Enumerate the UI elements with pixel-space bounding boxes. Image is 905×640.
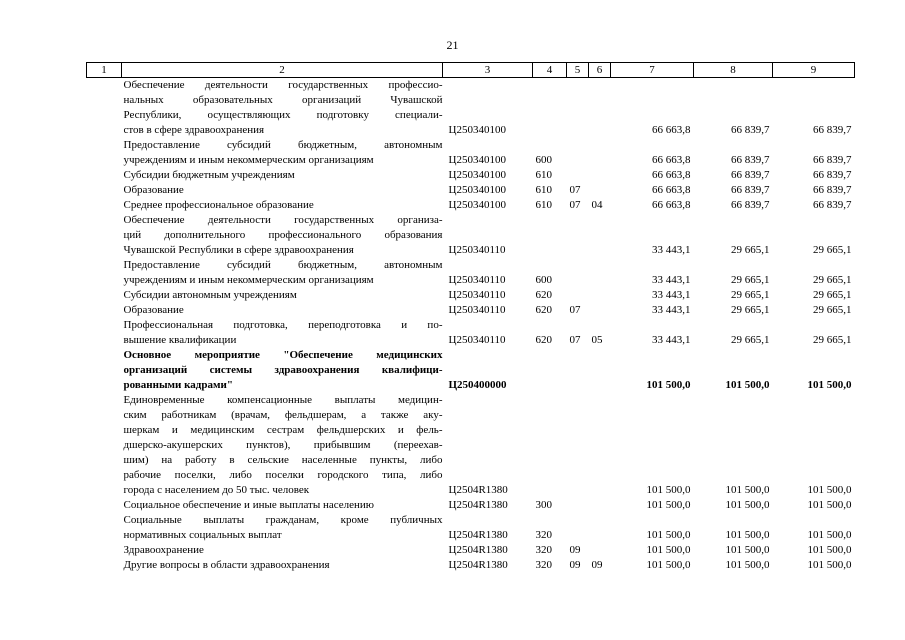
- cell-number: [87, 318, 122, 348]
- cell-target-article: Ц250340110: [448, 304, 506, 316]
- table-row: [87, 288, 855, 303]
- cell-amount-col9: 101 500,0: [807, 484, 852, 496]
- cell-number: [87, 213, 122, 258]
- cell-amount-col8: 101 500,0: [725, 484, 770, 496]
- cell-name-line: Единовременные компенсационные выплаты медицин-: [123, 394, 443, 406]
- cell-name-line: Основное мероприятие "Обеспечение медицинских: [123, 349, 443, 361]
- table-row: [87, 348, 855, 393]
- cell-name-line: Образование: [123, 304, 184, 316]
- cell-amount-col8: 29 665,1: [731, 304, 770, 316]
- cell-target-article: Ц250340110: [448, 274, 506, 286]
- cell-subsection: [589, 258, 611, 288]
- cell-subsection: [589, 543, 611, 558]
- cell-target-article: Ц2504R1380: [448, 484, 508, 496]
- table-row: [87, 168, 855, 183]
- cell-target-article: Ц250340100: [448, 184, 506, 196]
- table-row: [87, 303, 855, 318]
- cell-number: [87, 198, 122, 213]
- cell-name-line: Здравоохранение: [123, 544, 204, 556]
- cell-amount-col9: 29 665,1: [813, 274, 852, 286]
- cell-expense-type: 300: [535, 499, 552, 511]
- cell-name: [122, 558, 443, 573]
- cell-name: [122, 198, 443, 213]
- table-row: [87, 393, 855, 498]
- table-row: [87, 318, 855, 348]
- cell-name-line: ским работникам (врачам, фельдшерам, а также аку-: [123, 409, 443, 421]
- table-row: [87, 543, 855, 558]
- cell-subsection: [589, 183, 611, 198]
- header-cell-2: 2: [122, 63, 443, 78]
- cell-name: [122, 183, 443, 198]
- cell-amount-col7: 101 500,0: [646, 529, 691, 541]
- cell-expense-type: 320: [535, 559, 552, 571]
- cell-target-article: Ц250340100: [448, 124, 506, 136]
- cell-number: [87, 78, 122, 139]
- cell-name-line: города с населением до 50 тыс. человек: [123, 484, 310, 496]
- header-cell-8: 8: [694, 63, 773, 78]
- cell-amount-col7: 101 500,0: [646, 484, 691, 496]
- table-row: [87, 78, 855, 139]
- cell-name: [122, 348, 443, 393]
- cell-expense-type: 600: [535, 274, 552, 286]
- cell-amount-col7: 66 663,8: [652, 154, 691, 166]
- cell-section: [567, 258, 589, 288]
- cell-subsection: 04: [591, 199, 603, 211]
- cell-subsection: [589, 78, 611, 139]
- cell-name-line: рабочие поселки, либо поселки городского типа, либо: [123, 469, 443, 481]
- cell-amount-col8: 29 665,1: [731, 334, 770, 346]
- cell-amount-col9: 66 839,7: [813, 124, 852, 136]
- cell-number: [87, 348, 122, 393]
- cell-amount-col8: 66 839,7: [731, 199, 770, 211]
- cell-number: [87, 288, 122, 303]
- cell-target-article: Ц2504R1380: [448, 559, 508, 571]
- cell-name-line: шим) на работу в сельские населенные пункты, либо: [123, 454, 443, 466]
- cell-amount-col8: 101 500,0: [725, 544, 770, 556]
- cell-name: [122, 393, 443, 498]
- cell-subsection: [589, 513, 611, 543]
- cell-name-line: стов в сфере здравоохранения: [123, 124, 265, 136]
- cell-amount-col9: 66 839,7: [813, 154, 852, 166]
- cell-amount-col8: 101 500,0: [725, 559, 770, 571]
- cell-section: 09: [569, 544, 581, 556]
- cell-name: [122, 213, 443, 258]
- cell-name-line: Другие вопросы в области здравоохранения: [123, 559, 330, 571]
- header-cell-1: 1: [87, 63, 122, 78]
- cell-name-line: Предоставление субсидий бюджетным, автономным: [123, 139, 443, 151]
- budget-table: [86, 62, 855, 573]
- cell-amount-col9: 29 665,1: [813, 304, 852, 316]
- cell-amount-col9: 66 839,7: [813, 169, 852, 181]
- cell-expense-type: 610: [535, 184, 552, 196]
- cell-amount-col9: 101 500,0: [807, 379, 852, 391]
- cell-section: [567, 138, 589, 168]
- table-row: [87, 498, 855, 513]
- cell-amount-col7: 33 443,1: [652, 334, 691, 346]
- cell-amount-col7: 101 500,0: [646, 544, 691, 556]
- cell-name-line: Республики, осуществляющих подготовку специали-: [123, 109, 443, 121]
- cell-subsection: [589, 498, 611, 513]
- cell-amount-col7: 33 443,1: [652, 289, 691, 301]
- header-cell-9: 9: [773, 63, 855, 78]
- cell-section: [567, 288, 589, 303]
- cell-name-line: Субсидии автономным учреждениям: [123, 289, 297, 301]
- table-header: [87, 63, 855, 78]
- cell-amount-col9: 101 500,0: [807, 544, 852, 556]
- cell-expense-type: 320: [535, 529, 552, 541]
- cell-amount-col9: 29 665,1: [813, 244, 852, 256]
- cell-expense-type: 620: [535, 334, 552, 346]
- cell-amount-col7: 66 663,8: [652, 169, 691, 181]
- cell-name-line: нормативных социальных выплат: [123, 529, 282, 541]
- cell-expense-type: 320: [535, 544, 552, 556]
- header-cell-3: 3: [443, 63, 533, 78]
- cell-number: [87, 498, 122, 513]
- cell-target-article: Ц2504R1380: [448, 544, 508, 556]
- cell-number: [87, 138, 122, 168]
- cell-amount-col9: 101 500,0: [807, 559, 852, 571]
- cell-name: [122, 258, 443, 288]
- cell-amount-col7: 101 500,0: [646, 499, 691, 511]
- cell-name: [122, 78, 443, 139]
- cell-name-line: Социальные выплаты гражданам, кроме публичных: [123, 514, 443, 526]
- cell-subsection: [589, 288, 611, 303]
- cell-amount-col9: 29 665,1: [813, 289, 852, 301]
- cell-name: [122, 138, 443, 168]
- cell-name-line: Обеспечение деятельности государственных профессио-: [123, 79, 443, 91]
- cell-section: 07: [569, 304, 581, 316]
- cell-subsection: [589, 303, 611, 318]
- cell-target-article: Ц2504R1380: [448, 529, 508, 541]
- cell-subsection: 09: [591, 559, 603, 571]
- header-cell-6: 6: [589, 63, 611, 78]
- cell-number: [87, 183, 122, 198]
- cell-number: [87, 303, 122, 318]
- cell-number: [87, 168, 122, 183]
- cell-name-line: ций дополнительного профессионального образования: [123, 229, 443, 241]
- cell-subsection: [589, 168, 611, 183]
- cell-name-line: Обеспечение деятельности государственных организа-: [123, 214, 443, 226]
- cell-amount-col7: 101 500,0: [646, 379, 691, 391]
- cell-expense-type: [533, 213, 567, 258]
- cell-section: 09: [569, 559, 581, 571]
- cell-section: 07: [569, 199, 581, 211]
- cell-target-article: Ц250400000: [448, 379, 507, 391]
- cell-name: [122, 168, 443, 183]
- cell-subsection: [589, 138, 611, 168]
- cell-name-line: организаций системы здравоохранения квалифици-: [123, 364, 443, 376]
- cell-amount-col9: 66 839,7: [813, 199, 852, 211]
- cell-section: [567, 213, 589, 258]
- cell-number: [87, 543, 122, 558]
- cell-amount-col7: 33 443,1: [652, 244, 691, 256]
- cell-amount-col8: 29 665,1: [731, 274, 770, 286]
- header-cell-4: 4: [533, 63, 567, 78]
- cell-name-line: рованными кадрами": [123, 379, 233, 391]
- header-cell-7: 7: [611, 63, 694, 78]
- cell-target-article: Ц250340100: [448, 169, 506, 181]
- cell-name: [122, 513, 443, 543]
- cell-amount-col9: 101 500,0: [807, 529, 852, 541]
- cell-section: [567, 513, 589, 543]
- cell-section: [567, 348, 589, 393]
- cell-amount-col8: 101 500,0: [725, 499, 770, 511]
- cell-amount-col9: 29 665,1: [813, 334, 852, 346]
- cell-amount-col8: 66 839,7: [731, 154, 770, 166]
- cell-amount-col8: 29 665,1: [731, 244, 770, 256]
- cell-section: [567, 168, 589, 183]
- cell-name-line: дшерско-акушерских пунктов), прибывшим (переехав-: [123, 439, 443, 451]
- cell-section: [567, 78, 589, 139]
- table-row: [87, 513, 855, 543]
- cell-section: [567, 498, 589, 513]
- cell-subsection: 05: [591, 334, 603, 346]
- cell-amount-col7: 66 663,8: [652, 199, 691, 211]
- page-number: 21: [446, 38, 459, 52]
- table-row: [87, 213, 855, 258]
- table-row: [87, 258, 855, 288]
- cell-expense-type: 600: [535, 154, 552, 166]
- cell-target-article: Ц250340110: [448, 289, 506, 301]
- cell-expense-type: 620: [535, 289, 552, 301]
- cell-name: [122, 303, 443, 318]
- header-cell-5: 5: [567, 63, 589, 78]
- cell-amount-col7: 66 663,8: [652, 184, 691, 196]
- cell-name-line: Предоставление субсидий бюджетным, автономным: [123, 259, 443, 271]
- table-row: [87, 558, 855, 573]
- cell-name: [122, 288, 443, 303]
- cell-name-line: шеркам и медицинским сестрам фельдшерских и фель-: [123, 424, 443, 436]
- cell-amount-col8: 101 500,0: [725, 379, 770, 391]
- cell-amount-col7: 101 500,0: [646, 559, 691, 571]
- cell-expense-type: [533, 348, 567, 393]
- header-row: [87, 63, 855, 78]
- cell-expense-type: [533, 78, 567, 139]
- cell-name: [122, 498, 443, 513]
- cell-target-article: Ц250340100: [448, 154, 506, 166]
- cell-amount-col7: 33 443,1: [652, 274, 691, 286]
- cell-name-line: Среднее профессиональное образование: [123, 199, 314, 211]
- cell-expense-type: 610: [535, 169, 552, 181]
- cell-section: 07: [569, 184, 581, 196]
- cell-number: [87, 393, 122, 498]
- table-row: [87, 138, 855, 168]
- cell-section: 07: [569, 334, 581, 346]
- cell-name: [122, 543, 443, 558]
- cell-amount-col8: 29 665,1: [731, 289, 770, 301]
- cell-target-article: Ц250340100: [448, 199, 506, 211]
- cell-amount-col8: 66 839,7: [731, 184, 770, 196]
- cell-amount-col8: 66 839,7: [731, 124, 770, 136]
- cell-name-line: Образование: [123, 184, 184, 196]
- cell-number: [87, 513, 122, 543]
- cell-subsection: [589, 213, 611, 258]
- cell-subsection: [589, 348, 611, 393]
- cell-target-article: Ц250340110: [448, 334, 506, 346]
- cell-amount-col8: 101 500,0: [725, 529, 770, 541]
- cell-name-line: учреждениям и иным некоммерческим организациям: [123, 154, 374, 166]
- cell-expense-type: 620: [535, 304, 552, 316]
- cell-section: [567, 393, 589, 498]
- cell-name-line: Чувашской Республики в сфере здравоохранения: [123, 244, 354, 256]
- cell-target-article: Ц250340110: [448, 244, 506, 256]
- cell-amount-col9: 101 500,0: [807, 499, 852, 511]
- cell-amount-col9: 66 839,7: [813, 184, 852, 196]
- cell-amount-col7: 66 663,8: [652, 124, 691, 136]
- table-row: [87, 198, 855, 213]
- cell-expense-type: [533, 393, 567, 498]
- cell-name-line: Профессиональная подготовка, переподготовка и по-: [123, 319, 443, 331]
- cell-expense-type: 610: [535, 199, 552, 211]
- cell-name-line: учреждениям и иным некоммерческим организациям: [123, 274, 374, 286]
- cell-name-line: нальных образовательных организаций Чувашской: [123, 94, 443, 106]
- cell-subsection: [589, 393, 611, 498]
- table-body: [87, 78, 855, 574]
- cell-target-article: Ц2504R1380: [448, 499, 508, 511]
- cell-number: [87, 558, 122, 573]
- cell-name-line: вышение квалификации: [123, 334, 237, 346]
- cell-name-line: Социальное обеспечение и иные выплаты населению: [123, 499, 375, 511]
- cell-name-line: Субсидии бюджетным учреждениям: [123, 169, 295, 181]
- cell-number: [87, 258, 122, 288]
- table-row: [87, 183, 855, 198]
- cell-amount-col8: 66 839,7: [731, 169, 770, 181]
- cell-name: [122, 318, 443, 348]
- cell-amount-col7: 33 443,1: [652, 304, 691, 316]
